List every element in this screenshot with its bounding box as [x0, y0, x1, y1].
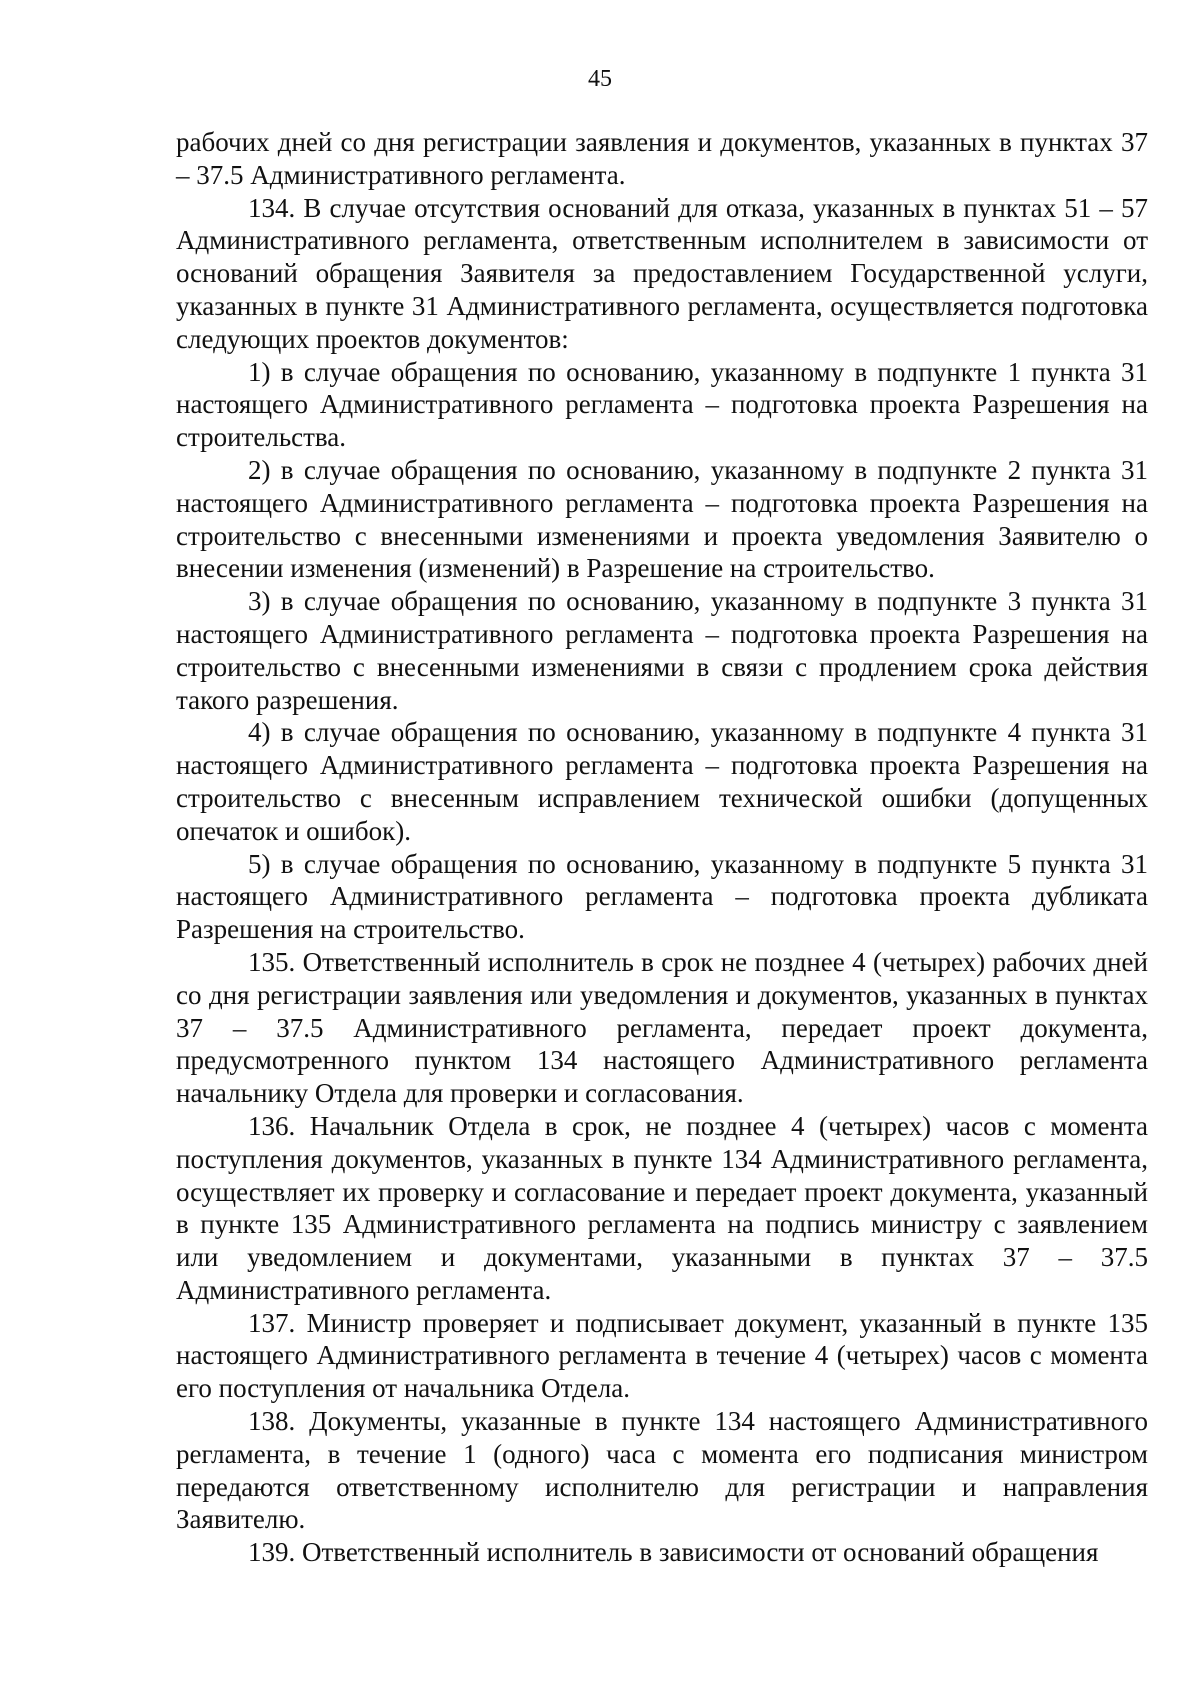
- paragraph-134: 134. В случае отсутствия оснований для отказа, указанных в пунктах 51 – 57 Административного регламента, ответственным исполнителем в зависимости от оснований обращения Заявителя за предоставлением Государственной услуги, указанных в пункте 31 Административного регламента, осуществляется подготовка следующих проектов документов:: [176, 192, 1148, 354]
- subparagraph-1: 1) в случае обращения по основанию, указанному в подпункте 1 пункта 31 настоящего Административного регламента – подготовка проекта Разрешения на строительства.: [176, 356, 1148, 453]
- paragraph-136: 136. Начальник Отдела в срок, не позднее 4 (четырех) часов с момента поступления документов, указанных в пункте 134 Административного регламента, осуществляет их проверку и согласование и передает проект документа, указанный в пункте 135 Административного регламента на подпись министру с заявлением или уведомлением и документами, указанными в пунктах 37 – 37.5 Административного регламента.: [176, 1110, 1148, 1305]
- subparagraph-2: 2) в случае обращения по основанию, указанному в подпункте 2 пункта 31 настоящего Административного регламента – подготовка проекта Разрешения на строительство с внесенными изменениями и проекта уведомления Заявителю о внесении изменения (изменений) в Разрешение на строительство.: [176, 454, 1148, 584]
- subparagraph-3: 3) в случае обращения по основанию, указанному в подпункте 3 пункта 31 настоящего Административного регламента – подготовка проекта Разрешения на строительство с внесенными изменениями в связи с продлением срока действия такого разрешения.: [176, 586, 1148, 715]
- page-number: 45: [588, 66, 612, 92]
- paragraph-139: 139. Ответственный исполнитель в зависимости от оснований обращения: [248, 1537, 1099, 1568]
- paragraph-135: 135. Ответственный исполнитель в срок не позднее 4 (четырех) рабочих дней со дня регистрации заявления или уведомления и документов, указанных в пунктах 37 – 37.5 Административного регламента, передает проект документа, предусмотренного пунктом 134 настоящего Административного регламента начальнику Отдела для проверки и согласования.: [176, 946, 1148, 1109]
- subparagraph-5: 5) в случае обращения по основанию, указанному в подпункте 5 пункта 31 настоящего Административного регламента – подготовка проекта дубликата Разрешения на строительство.: [176, 848, 1148, 945]
- document-body: [176, 126, 1148, 1569]
- paragraph-138: 138. Документы, указанные в пункте 134 настоящего Административного регламента, в течение 1 (одного) часа с момента его подписания министром передаются ответственному исполнителю для регистрации и направления Заявителю.: [176, 1406, 1148, 1535]
- paragraph-137: 137. Министр проверяет и подписывает документ, указанный в пункте 135 настоящего Административного регламента в течение 4 (четырех) часов с момента его поступления от начальника Отдела.: [176, 1307, 1148, 1404]
- paragraph-continuation: рабочих дней со дня регистрации заявления и документов, указанных в пунктах 37 – 37.5 Административного регламента.: [176, 127, 1148, 190]
- subparagraph-4: 4) в случае обращения по основанию, указанному в подпункте 4 пункта 31 настоящего Административного регламента – подготовка проекта Разрешения на строительство с внесенным исправлением технической ошибки (допущенных опечаток и ошибок).: [176, 717, 1148, 846]
